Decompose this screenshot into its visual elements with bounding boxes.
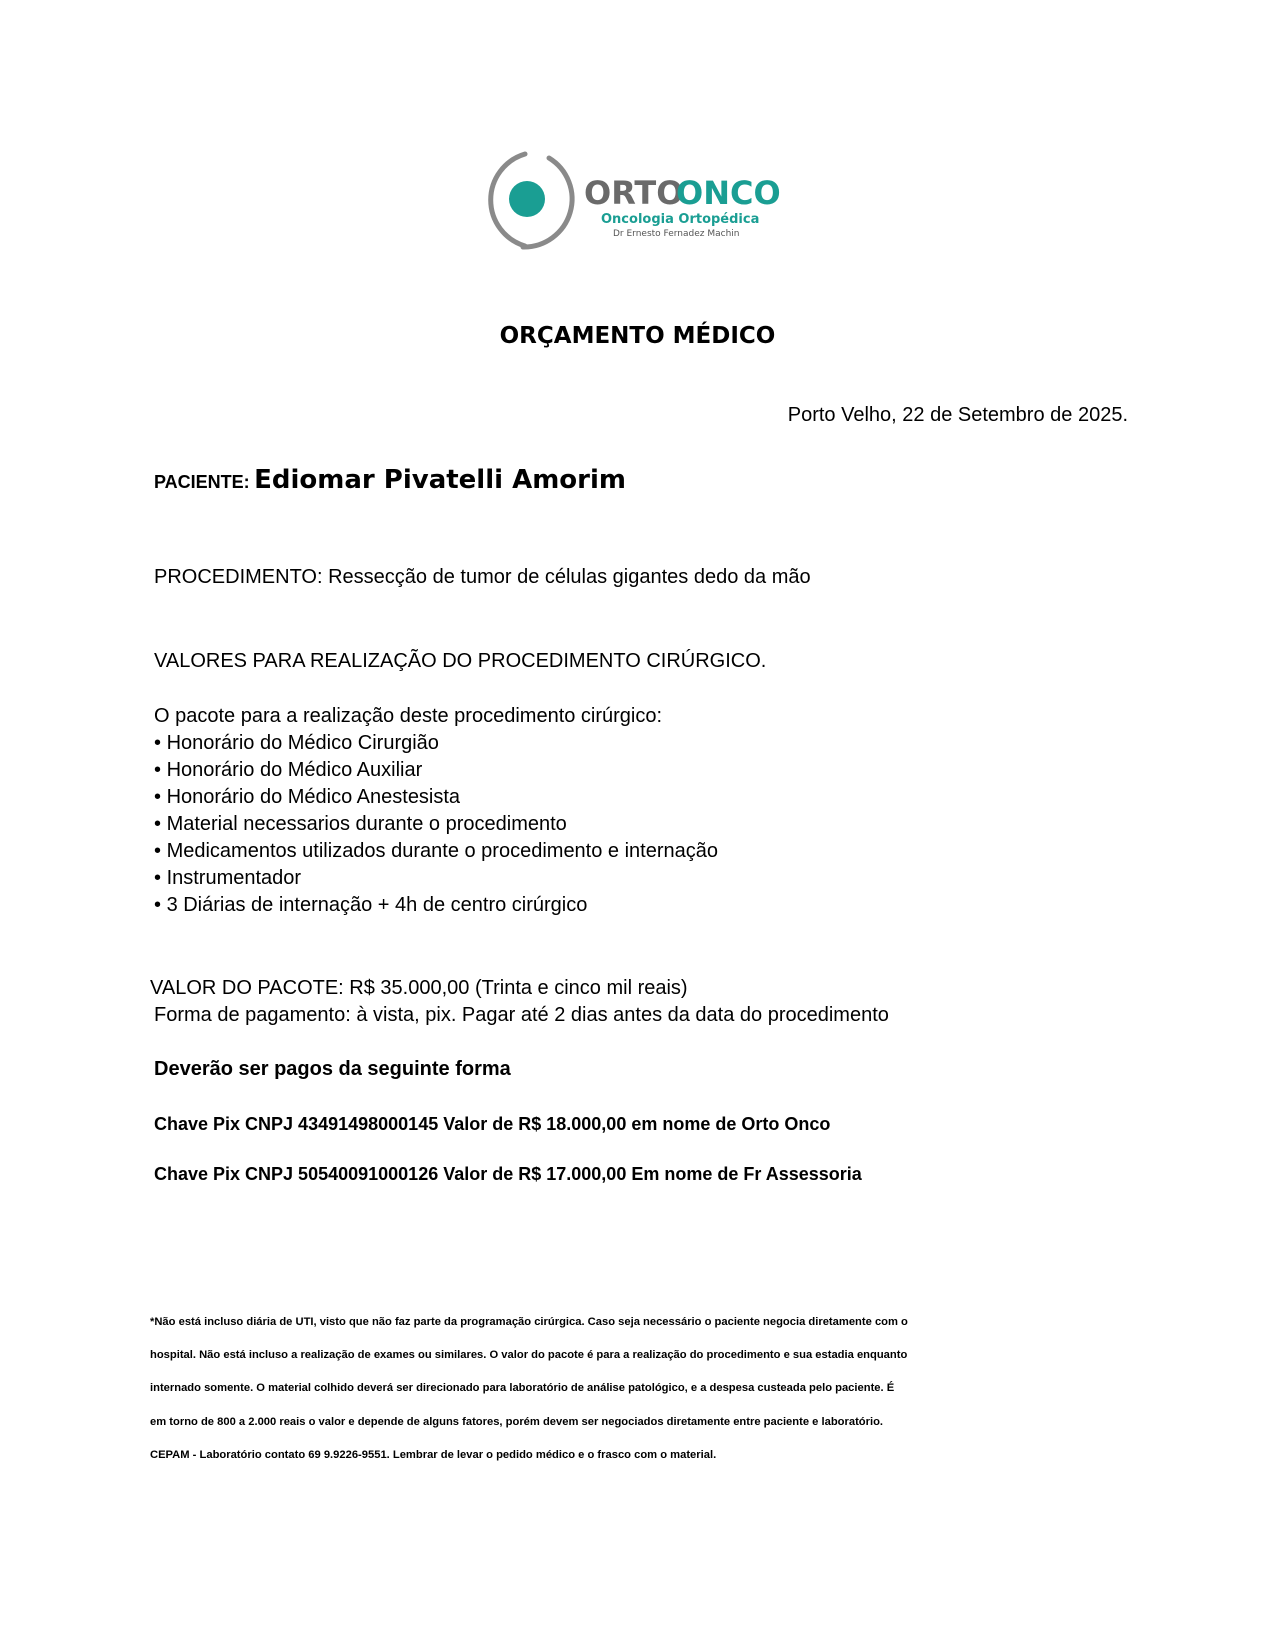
procedure-line: PROCEDIMENTO: Ressecção de tumor de células gigantes dedo da mão [154, 566, 811, 588]
document-title: ORÇAMENTO MÉDICO [499, 323, 776, 349]
logo-brand-orto: ORTO [584, 174, 684, 212]
orto-onco-logo [485, 150, 785, 255]
package-list [154, 730, 718, 919]
logo-circle-icon [509, 181, 545, 217]
package-value: VALOR DO PACOTE: R$ 35.000,00 (Trinta e cinco mil reais) [150, 977, 688, 999]
patient-name: Ediomar Pivatelli Amorim [254, 465, 626, 495]
pix-key-2: Chave Pix CNPJ 50540091000126 Valor de R$ 17.000,00 Em nome de Fr Assessoria [154, 1164, 862, 1184]
list-item: • Instrumentador [154, 865, 718, 892]
list-item: • Material necessarios durante o procedimento [154, 811, 718, 838]
dateline: Porto Velho, 22 de Setembro de 2025. [787, 404, 1128, 426]
payment-heading: Deverão ser pagos da seguinte forma [154, 1058, 511, 1080]
list-item: • Honorário do Médico Auxiliar [154, 757, 718, 784]
patient-label: PACIENTE: [154, 472, 250, 492]
patient-line [154, 465, 626, 495]
package-intro: O pacote para a realização deste procedimento cirúrgico: [154, 705, 663, 727]
logo-doctor-name: Dr Ernesto Fernadez Machin [613, 229, 740, 239]
list-item: • Honorário do Médico Cirurgião [154, 730, 718, 757]
payment-form: Forma de pagamento: à vista, pix. Pagar até 2 dias antes da data do procedimento [154, 1004, 889, 1026]
logo-subtitle: Oncologia Ortopédica [601, 212, 760, 227]
logo-brand-onco: ONCO [676, 174, 781, 212]
list-item: • Honorário do Médico Anestesista [154, 784, 718, 811]
package-section [154, 703, 718, 919]
footnote: *Não está incluso diária de UTI, visto que não faz parte da programação cirúrgica. Caso seja necessário o paciente negocia diretamente com o hospital. Não está incluso a realização de exames ou similares. O valor do pacote é para a realização do procedimento e sua estadia enquanto internado somente. O material colhido deverá ser direcionado para laboratório de análise patológico, e a despesa custeada pelo paciente. É em torno de 800 a 2.000 reais o valor e depende de alguns fatores, porém devem ser negociados diretamente entre paciente e laboratório. CEPAM - Laboratório contato 69 9.9226-9551. Lembrar de levar o pedido médico e o frasco com o material. [150, 1316, 908, 1461]
logo-graphic [485, 150, 785, 255]
values-heading: VALORES PARA REALIZAÇÃO DO PROCEDIMENTO CIRÚRGICO. [154, 650, 767, 672]
list-item: • Medicamentos utilizados durante o procedimento e internação [154, 838, 718, 865]
list-item: • 3 Diárias de internação + 4h de centro cirúrgico [154, 892, 718, 919]
pix-key-1: Chave Pix CNPJ 43491498000145 Valor de R$ 18.000,00 em nome de Orto Onco [154, 1114, 831, 1134]
